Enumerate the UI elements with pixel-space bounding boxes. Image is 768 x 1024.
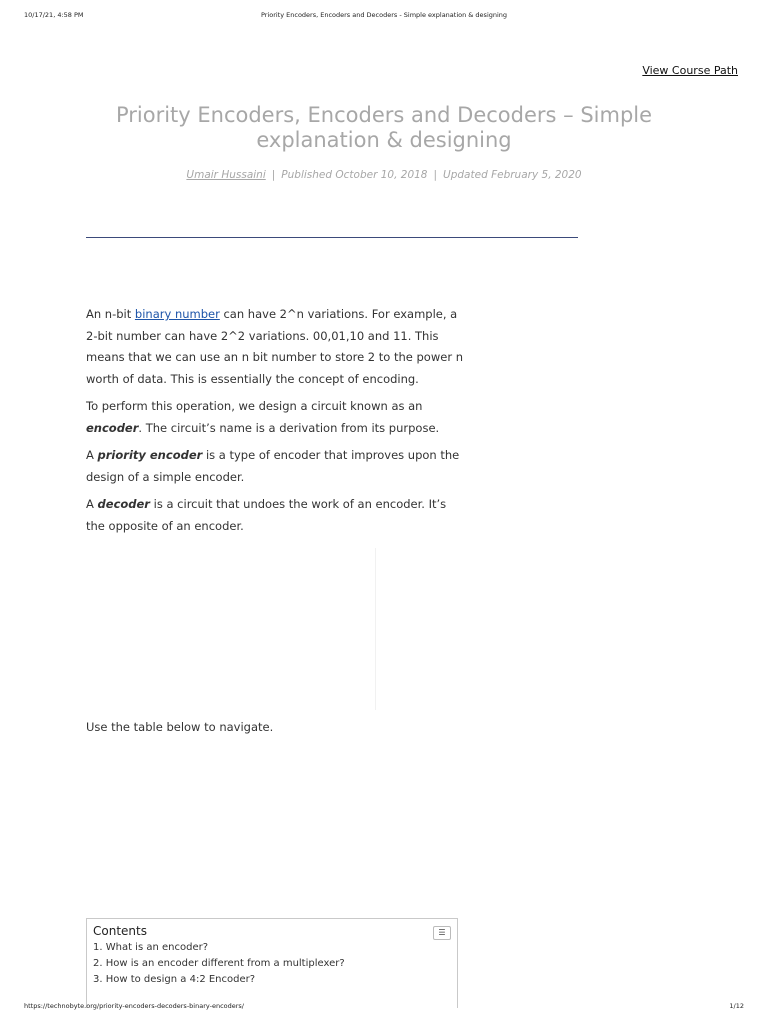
print-page-title: Priority Encoders, Encoders and Decoders - Simple explanation & designing <box>260 11 508 19</box>
toc-list <box>93 940 451 988</box>
toc-item[interactable]: 2. How is an encoder different from a multiplexer? <box>93 958 345 969</box>
paragraph-intro: An n-bit binary number can have 2^n variations. For example, a 2-bit number can have 2^2 variations. 00,01,10 and 11. This means that we can use an n bit number to store 2 to the power n worth of data. This is essentially the concept of encoding. <box>86 307 463 386</box>
toc-item[interactable]: 1. What is an encoder? <box>93 942 209 953</box>
article-title: Priority Encoders, Encoders and Decoders – Simple explanation & designing <box>115 103 653 152</box>
toc-item[interactable]: 3. How to design a 4:2 Encoder? <box>93 974 256 985</box>
published-date: Published October 10, 2018 <box>281 169 428 181</box>
print-page-count: 1/12 <box>729 1002 744 1010</box>
binary-number-link[interactable]: binary number <box>134 307 220 321</box>
paragraph-encoder: To perform this operation, we design a circuit known as an encoder. The circuit’s name is a derivation from its purpose. <box>86 399 440 435</box>
author-link[interactable]: Umair Hussaini <box>186 169 266 181</box>
print-url: https://technobyte.org/priority-encoders-decoders-binary-encoders/ <box>24 1002 244 1010</box>
view-course-path-link[interactable]: View Course Path <box>642 64 738 77</box>
toc-title: Contents <box>93 924 147 938</box>
print-datetime: 10/17/21, 4:58 PM <box>24 11 84 19</box>
updated-date: Updated February 5, 2020 <box>443 169 582 181</box>
paragraph-decoder: A decoder is a circuit that undoes the work of an encoder. It’s the opposite of an encoder. <box>86 497 447 533</box>
header-divider <box>86 237 578 238</box>
article-body <box>86 304 466 543</box>
ad-placeholder-divider <box>375 548 376 710</box>
paragraph-priority-encoder: A priority encoder is a type of encoder that improves upon the design of a simple encoder. <box>86 448 460 484</box>
navigate-instruction: Use the table below to navigate. <box>86 720 274 734</box>
article-meta <box>0 169 768 181</box>
table-of-contents <box>86 918 458 1008</box>
meta-separator: | <box>433 169 438 181</box>
meta-separator: | <box>271 169 276 181</box>
toc-toggle-icon[interactable]: ☰ <box>433 926 451 940</box>
